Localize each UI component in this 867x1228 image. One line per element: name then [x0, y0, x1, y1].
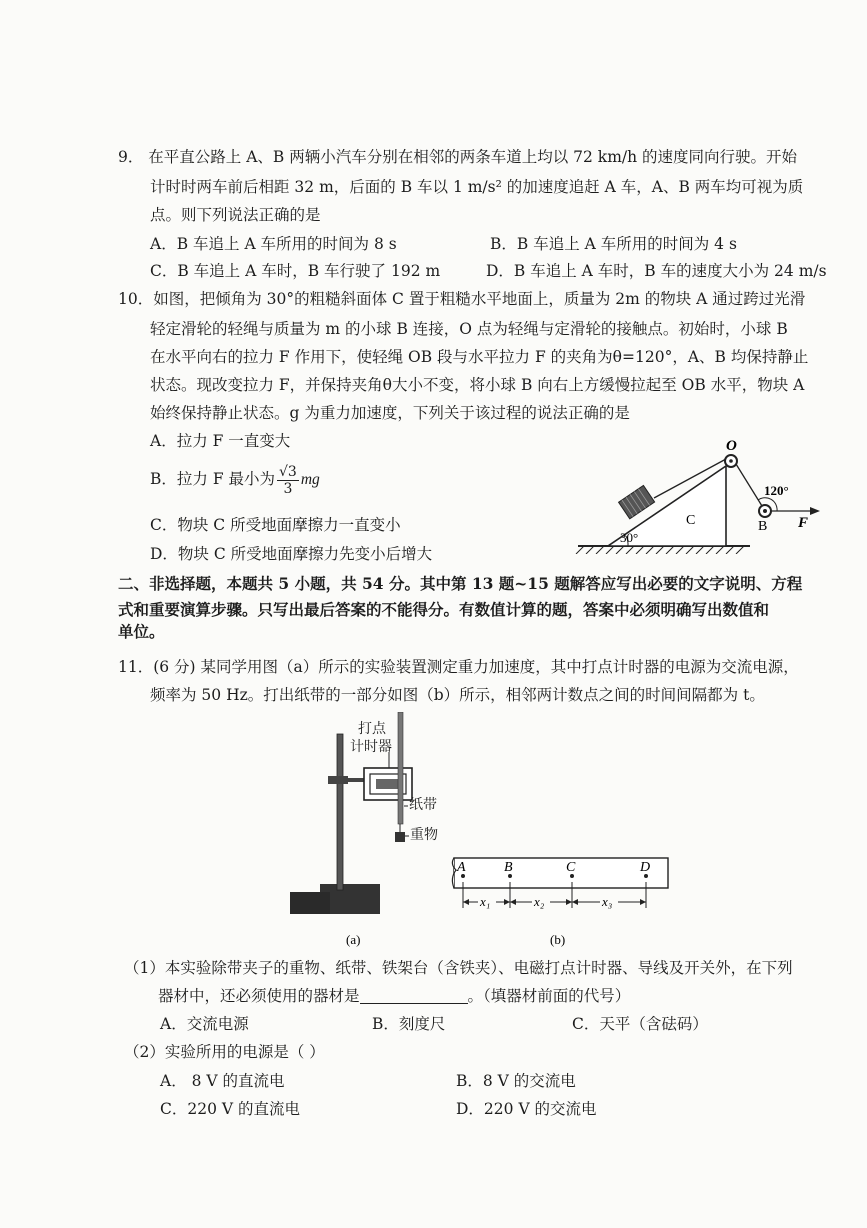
label-b: B [758, 519, 768, 534]
q9-line-1: 9． 在平直公路上 A、B 两辆小汽车分别在相邻的两条车道上均以 72 km/h 的速度同向行驶。开始 [118, 148, 798, 166]
q10-option-b-prefix: B．拉力 F 最小为 [150, 470, 275, 488]
q11-figure-b [448, 852, 680, 952]
q11-sub1-option-b: B．刻度尺 [372, 1015, 446, 1033]
label-tape: 纸带 [409, 797, 437, 813]
caption-a: (a) [346, 932, 361, 947]
tape-label-b: B [504, 860, 513, 875]
q10-incline-figure [570, 436, 830, 554]
q11-sub2-option-b: B．8 V 的交流电 [456, 1072, 576, 1090]
q10-option-a: A．拉力 F 一直变大 [150, 432, 291, 450]
tape-label-a: A [457, 860, 466, 875]
tape-label-d: D [640, 860, 651, 875]
q10-line-5: 始终保持静止状态。g 为重力加速度，下列关于该过程的说法正确的是 [150, 404, 630, 422]
q9-option-a: A．B 车追上 A 车所用的时间为 8 s [150, 235, 397, 253]
q10-option-b-numerator: √3 [279, 463, 297, 480]
q11-sub1-line-2 [158, 985, 630, 1007]
answer-blank[interactable] [360, 987, 468, 1004]
section-2-line-2: 式和重要演算步骤。只写出最后答案的不能得分。有数值计算的题，答案中必须明确写出数值和 [118, 600, 770, 619]
label-timer-2: 计时器 [350, 739, 392, 755]
label-c: C [686, 513, 696, 528]
section-2-line-1: 二、非选择题，本题共 5 小题，共 54 分。其中第 13 题~15 题解答应写出必要的文字说明、方程 [118, 574, 803, 593]
q9-option-d: D．B 车追上 A 车时，B 车的速度大小为 24 m/s [486, 262, 827, 280]
q9-line-3: 点。则下列说法正确的是 [150, 206, 321, 224]
q11-line-2: 频率为 50 Hz。打出纸带的一部分如图（b）所示，相邻两计数点之间的时间间隔都为 t。 [150, 686, 765, 704]
q10-option-b-fraction [277, 464, 299, 497]
q11-sub1-line-2-text: 器材中，还必须使用的器材是 [158, 987, 360, 1005]
label-f: F [798, 515, 809, 531]
q11-sub1-line-1: （1）本实验除带夹子的重物、纸带、铁架台（含铁夹）、电磁打点计时器、导线及开关外，在下列 [124, 959, 793, 977]
q10-line-3: 在水平向右的拉力 F 作用下，使轻绳 OB 段与水平拉力 F 的夹角为θ=120°，A、B 均保持静止 [150, 348, 809, 366]
q11-sub1-option-c: C．天平（含砝码） [572, 1015, 708, 1033]
q11-sub2-option-d: D．220 V 的交流电 [456, 1100, 597, 1118]
q9-option-b: B．B 车追上 A 车所用的时间为 4 s [490, 235, 737, 253]
label-incline-angle: 30° [620, 530, 639, 545]
q10-option-b [150, 461, 320, 498]
tape-label-x1: x₁ [480, 894, 491, 909]
section-2-line-3: 单位。 [118, 622, 165, 641]
q11-line-1: 11．(6 分) 某同学用图（a）所示的实验装置测定重力加速度，其中打点计时器的电源为交流电源， [118, 658, 799, 676]
q10-line-2: 轻定滑轮的轻绳与质量为 m 的小球 B 连接，O 点为轻绳与定滑轮的接触点。初始时，小球 B [150, 320, 788, 338]
label-weight: 重物 [410, 827, 438, 843]
q10-option-d: D．物块 C 所受地面摩擦力先变小后增大 [150, 545, 433, 563]
q9-line-2: 计时时两车前后相距 32 m，后面的 B 车以 1 m/s² 的加速度追赶 A 车，A、B 两车均可视为质 [150, 178, 804, 196]
q11-sub1-line-2-tail: 。（填器材前面的代号） [467, 987, 631, 1005]
q9-option-c: C．B 车追上 A 车时，B 车行驶了 192 m [150, 262, 441, 280]
label-o: O [726, 438, 737, 454]
tape-label-x3: x₃ [602, 894, 613, 909]
tape-label-x2: x₂ [534, 894, 545, 909]
q10-line-4: 状态。现改变拉力 F，并保持夹角θ大小不变，将小球 B 向右上方缓慢拉起至 OB 水平，物块 A [150, 376, 805, 394]
block-a [619, 485, 655, 518]
tape-label-c: C [566, 860, 576, 875]
caption-b: (b) [550, 932, 566, 947]
q11-sub1-option-a: A．交流电源 [160, 1015, 249, 1033]
q10-line-1: 10．如图，把倾角为 30°的粗糙斜面体 C 置于粗糙水平地面上，质量为 2m 的物块 A 通过跨过光滑 [118, 290, 806, 308]
label-timer-1: 打点 [358, 721, 386, 737]
q11-sub2-question: （2）实验所用的电源是（ ） [124, 1043, 325, 1061]
q10-option-b-denominator: 3 [283, 480, 293, 497]
q10-option-c: C．物块 C 所受地面摩擦力一直变小 [150, 516, 401, 534]
label-angle-120: 120° [764, 483, 789, 498]
q10-option-b-suffix: mg [300, 471, 320, 488]
q11-sub2-option-a: A． 8 V 的直流电 [160, 1072, 285, 1090]
q11-sub2-option-c: C．220 V 的直流电 [160, 1100, 300, 1118]
